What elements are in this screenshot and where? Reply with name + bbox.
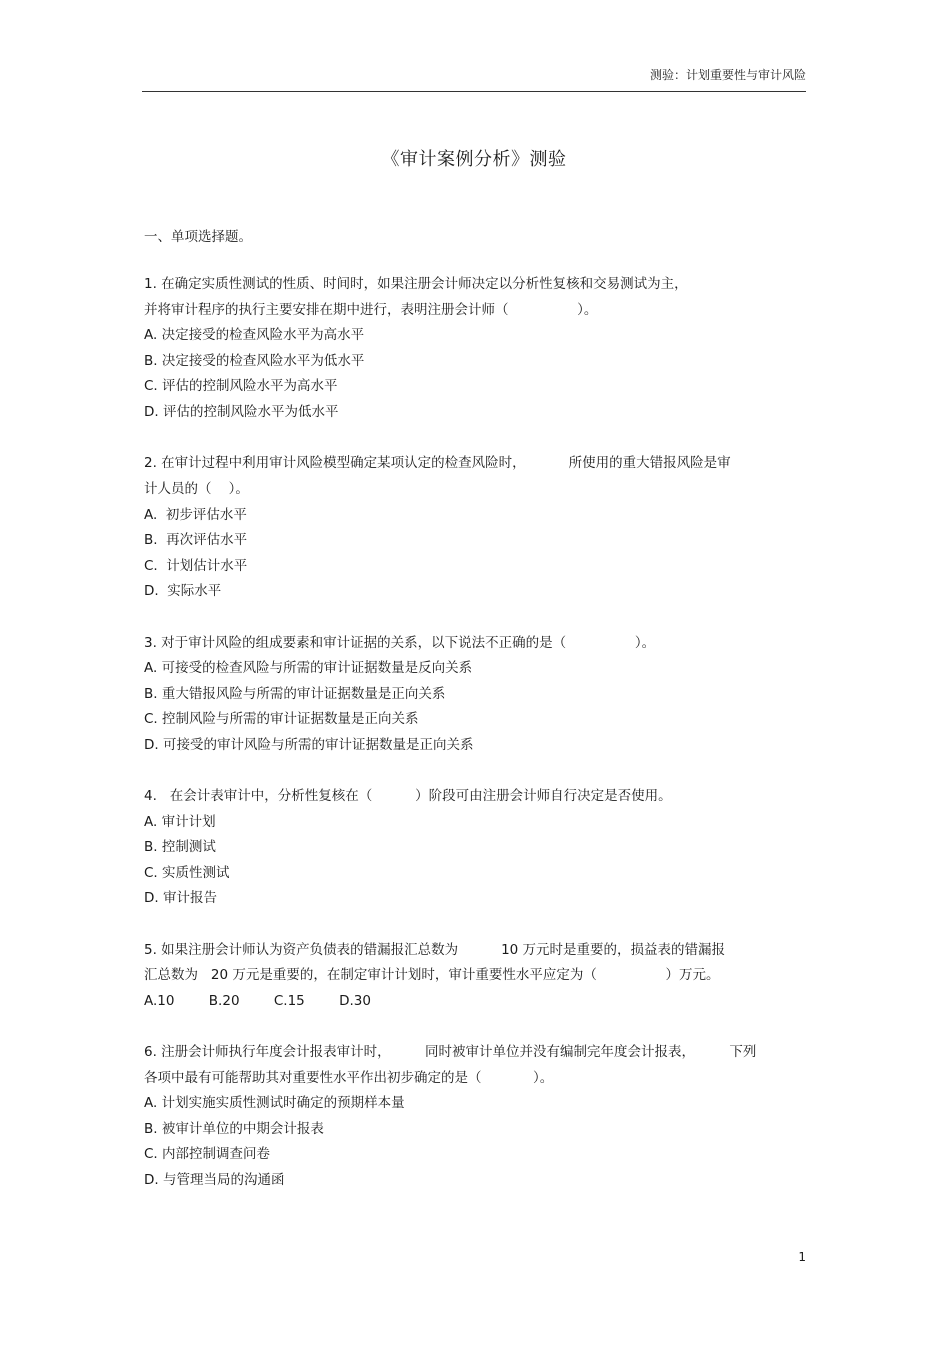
- question-6-option-c: C. 内部控制调查问卷: [144, 1146, 271, 1162]
- question-1-option-b: B. 决定接受的检查风险水平为低水平: [144, 353, 365, 369]
- question-6-option-d: D. 与管理当局的沟通函: [144, 1172, 285, 1188]
- question-6-stem-line-1: 6. 注册会计师执行年度会计报表审计时， 同时被审计单位并没有编制完年度会计报表， 下列: [144, 1044, 757, 1060]
- question-1-stem-line-1: 1. 在确定实质性测试的性质、时间时，如果注册会计师决定以分析性复核和交易测试为主，: [144, 276, 688, 292]
- question-3-option-a: A. 可接受的检查风险与所需的审计证据数量是反向关系: [144, 660, 473, 676]
- question-5-options: A.10 B.20 C.15 D.30: [144, 993, 371, 1009]
- question-1-stem-line-2: 并将审计程序的执行主要安排在期中进行，表明注册会计师（ ）。: [144, 302, 598, 318]
- question-3-stem-line-1: 3. 对于审计风险的组成要素和审计证据的关系，以下说法不正确的是（ ）。: [144, 635, 656, 651]
- header-divider: [142, 91, 806, 92]
- question-4-option-c: C. 实质性测试: [144, 865, 230, 881]
- question-2-stem-line-1: 2. 在审计过程中利用审计风险模型确定某项认定的检查风险时， 所使用的重大错报风险是审: [144, 455, 731, 471]
- question-2-option-a: A. 初步评估水平: [144, 507, 247, 523]
- question-4-option-b: B. 控制测试: [144, 839, 216, 855]
- question-1-option-d: D. 评估的控制风险水平为低水平: [144, 404, 339, 420]
- question-4-stem-line-1: 4. 在会计表审计中，分析性复核在（ ）阶段可由注册会计师自行决定是否使用。: [144, 788, 672, 804]
- question-3-option-b: B. 重大错报风险与所需的审计证据数量是正向关系: [144, 686, 446, 702]
- page-number: 1: [798, 1250, 806, 1264]
- question-1-option-c: C. 评估的控制风险水平为高水平: [144, 378, 338, 394]
- running-header: 测验：计划重要性与审计风险: [649, 68, 806, 82]
- section-heading: 一、单项选择题。: [144, 229, 252, 245]
- question-6-option-b: B. 被审计单位的中期会计报表: [144, 1121, 324, 1137]
- question-4-option-a: A. 审计计划: [144, 814, 216, 830]
- question-6-stem-line-2: 各项中最有可能帮助其对重要性水平作出初步确定的是（ ）。: [144, 1070, 554, 1086]
- question-5-stem-line-1: 5. 如果注册会计师认为资产负债表的错漏报汇总数为 10 万元时是重要的，损益表的错漏报: [144, 942, 726, 958]
- question-2-option-d: D. 实际水平: [144, 583, 222, 599]
- question-2-option-b: B. 再次评估水平: [144, 532, 248, 548]
- question-2-option-c: C. 计划估计水平: [144, 558, 248, 574]
- question-2-stem-line-2: 计人员的（ ）。: [144, 481, 249, 497]
- question-3-option-d: D. 可接受的审计风险与所需的审计证据数量是正向关系: [144, 737, 474, 753]
- question-4-option-d: D. 审计报告: [144, 890, 217, 906]
- document-title: 《审计案例分析》测验: [381, 149, 567, 170]
- question-6-option-a: A. 计划实施实质性测试时确定的预期样本量: [144, 1095, 405, 1111]
- question-3-option-c: C. 控制风险与所需的审计证据数量是正向关系: [144, 711, 419, 727]
- question-1-option-a: A. 决定接受的检查风险水平为高水平: [144, 327, 365, 343]
- question-5-stem-line-2: 汇总数为 20 万元是重要的，在制定审计计划时，审计重要性水平应定为（ ）万元。: [144, 967, 720, 983]
